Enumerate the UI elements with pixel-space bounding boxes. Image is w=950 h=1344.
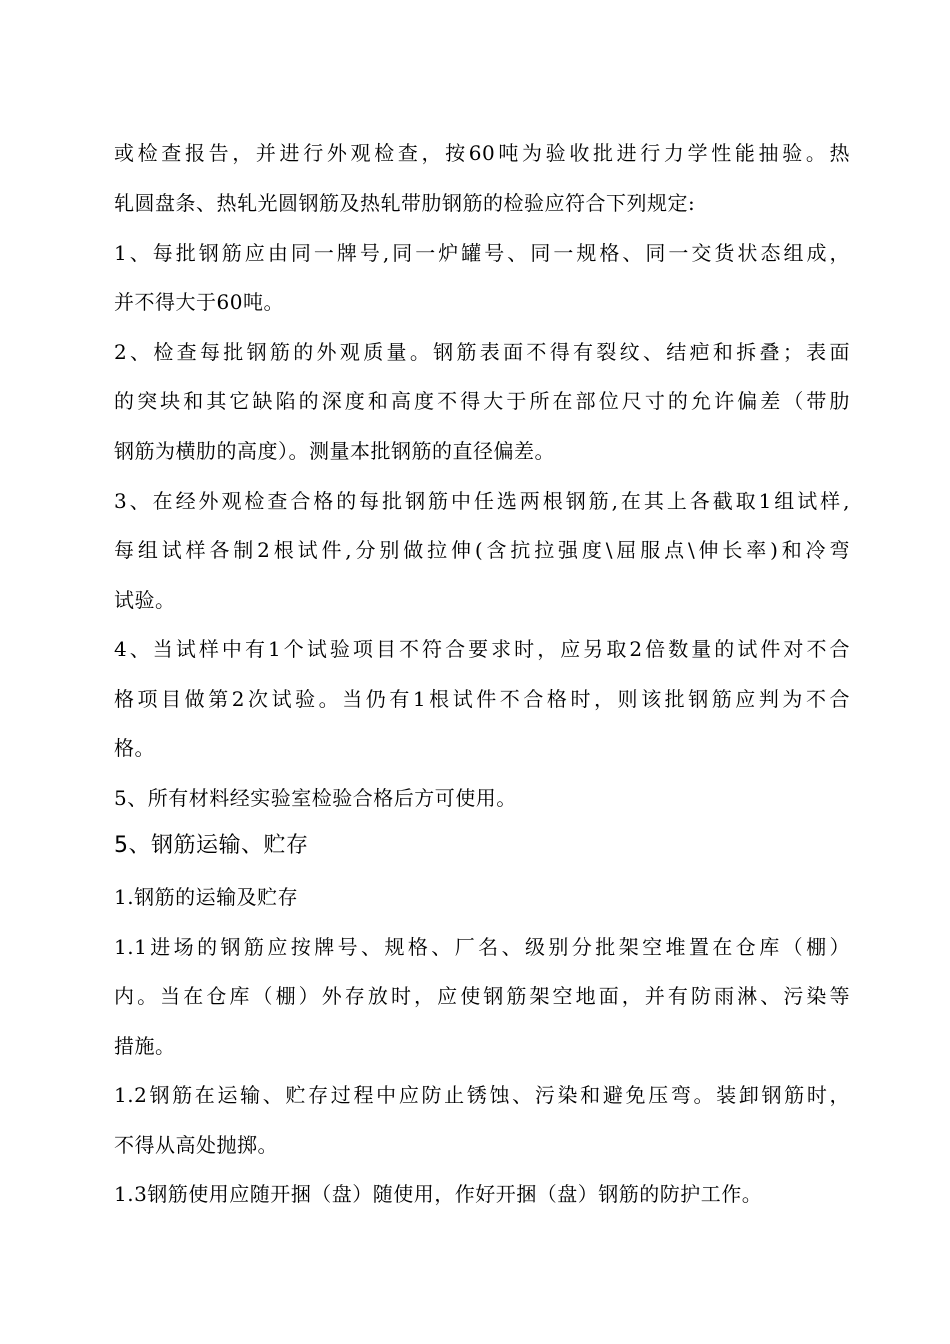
paragraph-line: 2、检查每批钢筋的外观质量。钢筋表面不得有裂纹、结疤和拆叠；表面 — [114, 340, 850, 364]
paragraph-line: 或检查报告，并进行外观检查，按60吨为验收批进行力学性能抽验。热 — [114, 141, 850, 165]
subsection-title: 1.钢筋的运输及贮存 — [114, 885, 299, 909]
paragraph-line: 1.3钢筋使用应随开捆（盘）随使用，作好开捆（盘）钢筋的防护工作。 — [114, 1182, 763, 1206]
paragraph-line: 4、当试样中有1个试验项目不符合要求时，应另取2倍数量的试件对不合 — [114, 637, 850, 661]
paragraph-line: 1.2钢筋在运输、贮存过程中应防止锈蚀、污染和避免压弯。装卸钢筋时， — [114, 1083, 850, 1107]
paragraph-line: 内。当在仓库（棚）外存放时，应使钢筋架空地面，并有防雨淋、污染等 — [114, 984, 850, 1008]
section-heading: 5、钢筋运输、贮存 — [114, 833, 309, 858]
paragraph-line: 1.1进场的钢筋应按牌号、规格、厂名、级别分批架空堆置在仓库（棚） — [114, 935, 850, 959]
paragraph-line: 3、在经外观检查合格的每批钢筋中任选两根钢筋,在其上各截取1组试样, — [114, 489, 850, 513]
paragraph-line: 轧圆盘条、热轧光圆钢筋及热轧带肋钢筋的检验应符合下列规定: — [114, 191, 696, 215]
paragraph-line: 5、所有材料经实验室检验合格后方可使用。 — [114, 786, 517, 810]
paragraph-line: 每组试样各制2根试件,分别做拉伸(含抗拉强度\屈服点\伸长率)和冷弯 — [114, 538, 850, 562]
paragraph-line: 钢筋为横肋的高度）。测量本批钢筋的直径偏差。 — [114, 439, 555, 463]
paragraph-line: 格。 — [114, 736, 155, 760]
paragraph-line: 措施。 — [114, 1034, 176, 1058]
paragraph-line: 并不得大于60吨。 — [114, 290, 284, 314]
paragraph-line: 的突块和其它缺陷的深度和高度不得大于所在部位尺寸的允许偏差（带肋 — [114, 389, 850, 413]
paragraph-line: 试验。 — [114, 588, 176, 612]
paragraph-line: 不得从高处抛掷。 — [114, 1133, 278, 1157]
paragraph-line: 1、每批钢筋应由同一牌号,同一炉罐号、同一规格、同一交货状态组成， — [114, 241, 850, 265]
paragraph-line: 格项目做第2次试验。当仍有1根试件不合格时，则该批钢筋应判为不合 — [114, 687, 850, 711]
